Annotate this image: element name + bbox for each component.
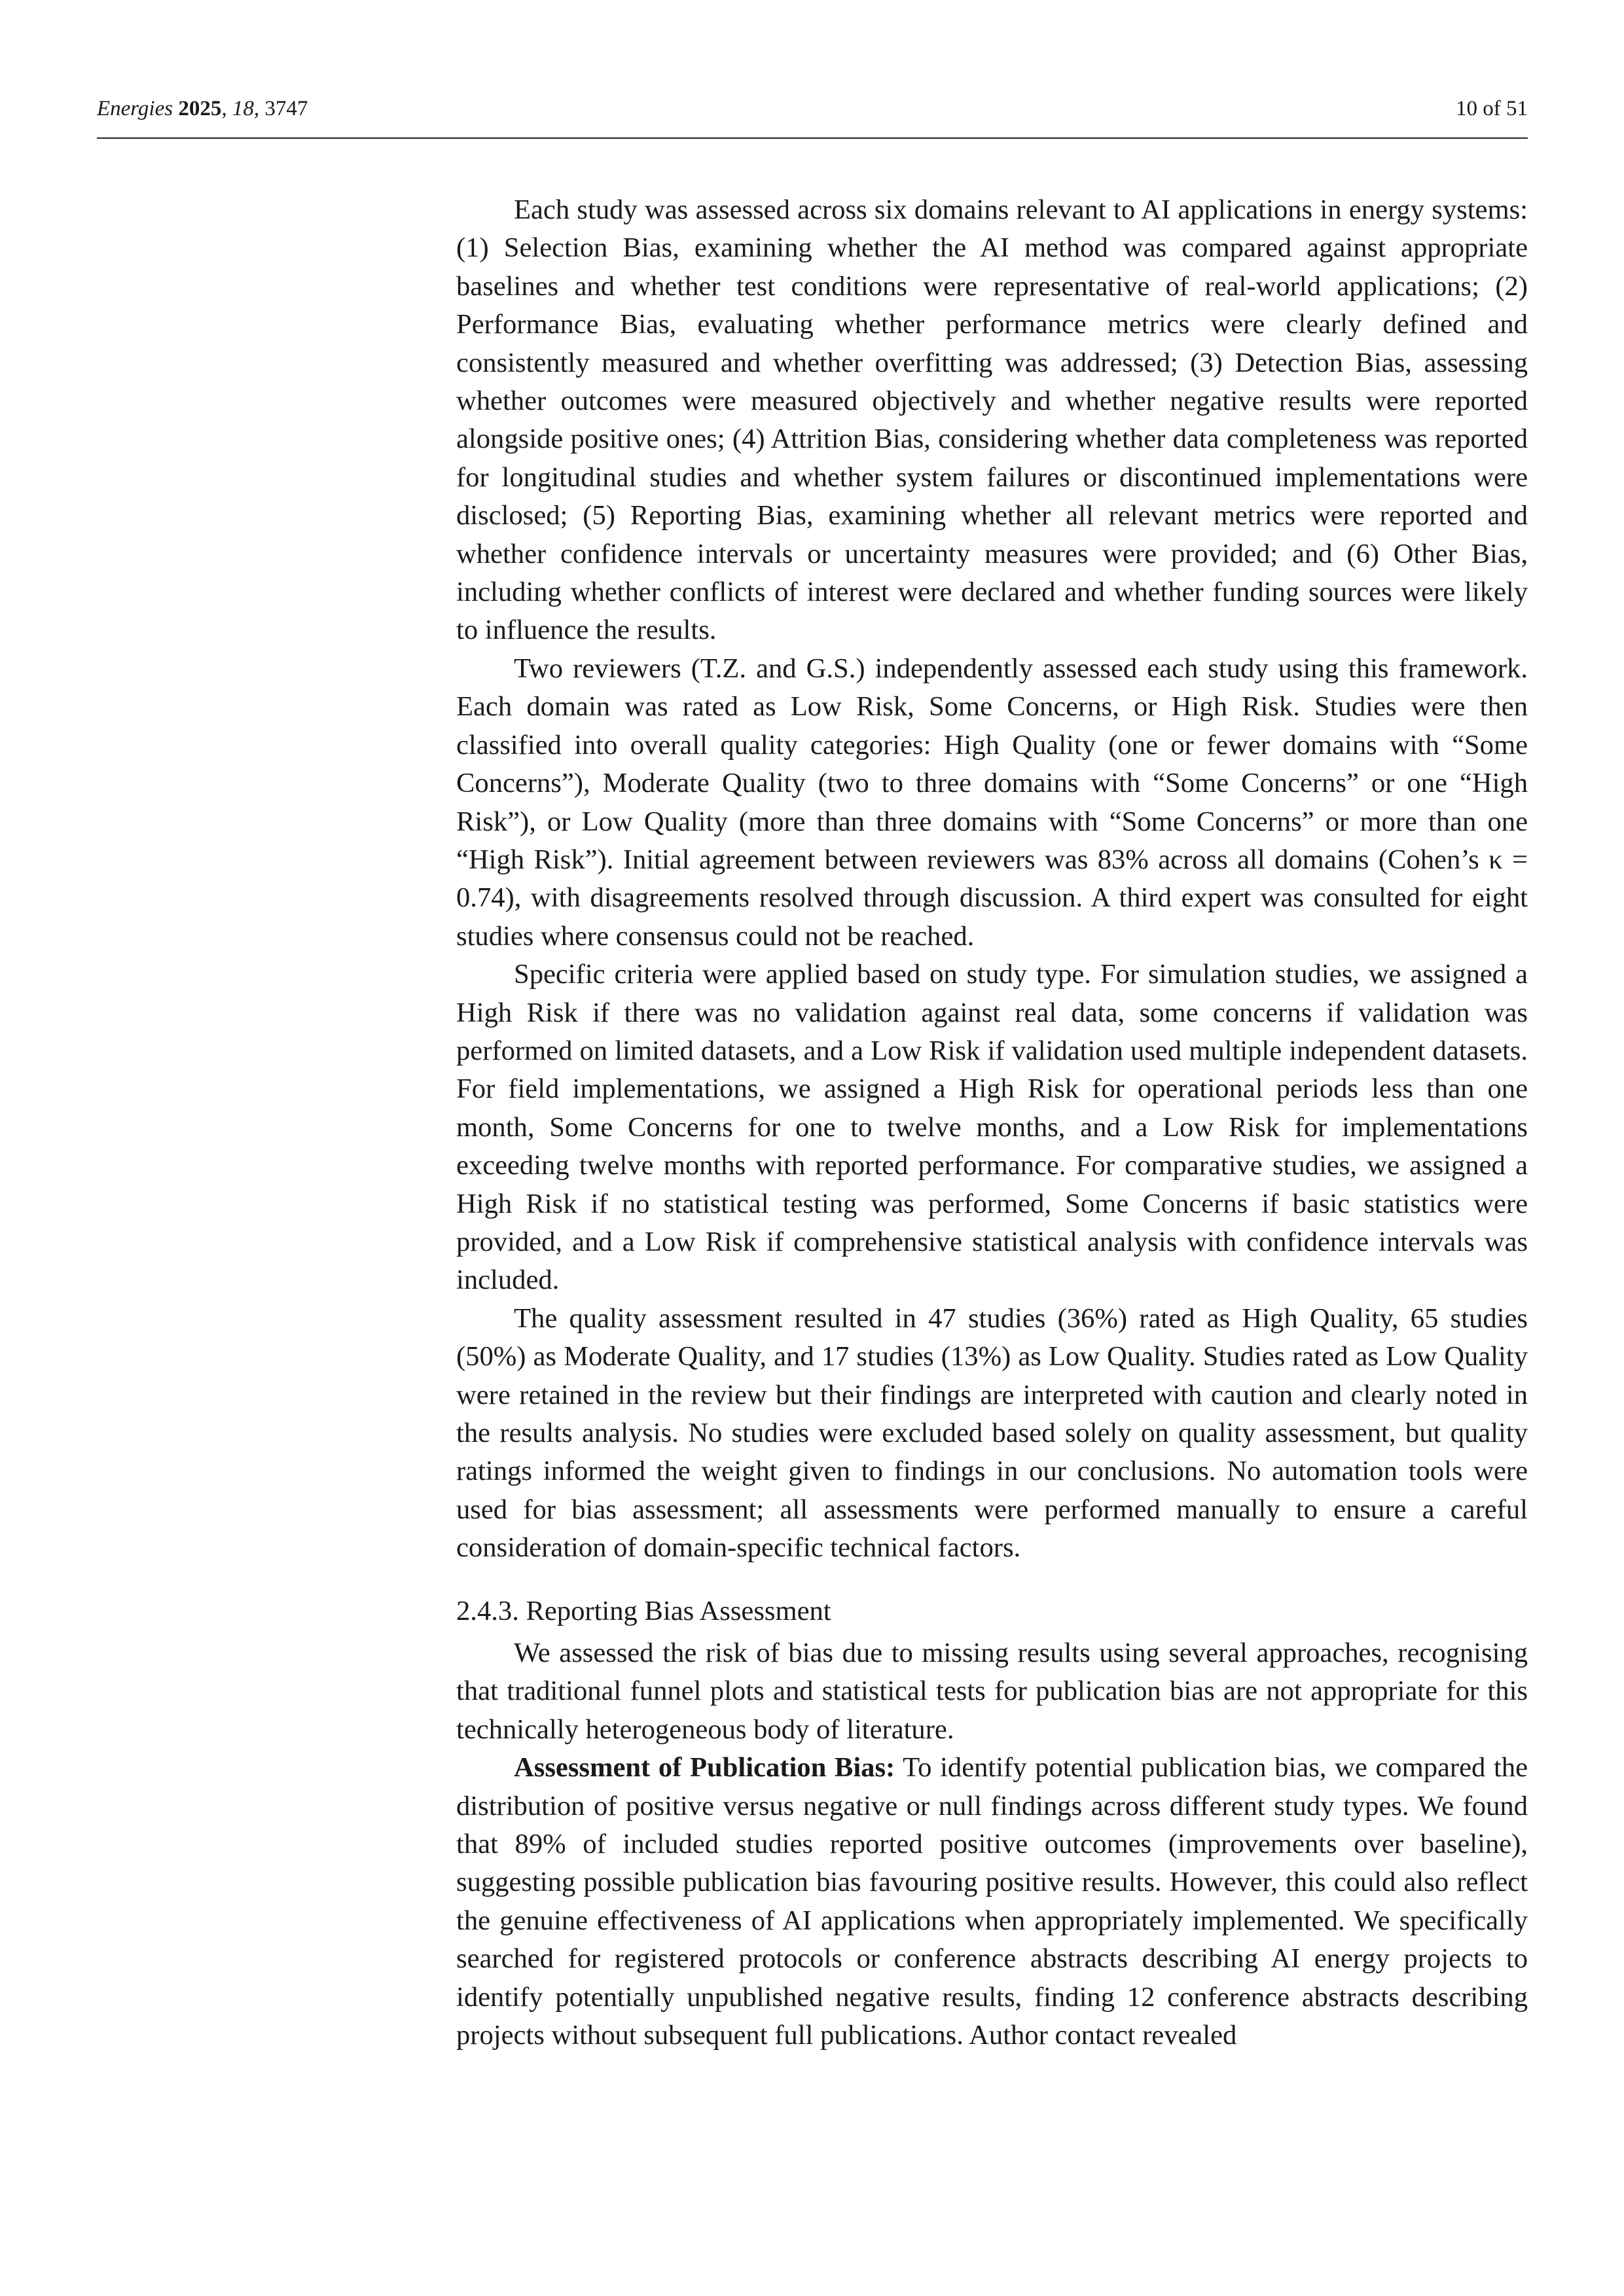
paragraph-publication-bias bbox=[456, 1749, 1528, 2054]
publication-bias-lead: Assessment of Publication Bias: bbox=[514, 1752, 895, 1784]
paragraph-bias-domains: Each study was assessed across six domains relevant to AI applications in energy systems: (1) Selection Bias, examining whether the AI method was compared against appropriate baselines and whether test conditions were representative of real-world applications; (2) Performance Bias, evaluating whether performance metrics were clearly defined and consistently measured and whether overfitting was addressed; (3) Detection Bias, assessing whether outcomes were measured objectively and whether negative results were reported alongside positive ones; (4) Attrition Bias, considering whether data completeness was reported for longitudinal studies and whether system failures or discontinued implementations were disclosed; (5) Reporting Bias, examining whether all relevant metrics were reported and whether confidence intervals or uncertainty measures were provided; and (6) Other Bias, including whether conflicts of interest were declared and whether funding sources were likely to influence the results. bbox=[456, 194, 1528, 646]
page-number: 10 of 51 bbox=[1456, 97, 1528, 120]
article-number: 3747 bbox=[264, 97, 308, 120]
journal-name: Energies bbox=[97, 97, 173, 120]
paragraph-reviewers: Two reviewers (T.Z. and G.S.) independently assessed each study using this framework. Each domain was rated as Low Risk, Some Concerns, or High Risk. Studies were then classified into overall quality categories: High Quality (one or fewer domains with “Some Concerns”), Moderate Quality (two to three domains with “Some Concerns” or one “High Risk”), or Low Quality (more than three domains with “Some Concerns” or more than one “High Risk”). Initial agreement between reviewers was 83% across all domains (Cohen’s κ = 0.74), with disagreements resolved through discussion. A third expert was consulted for eight studies where consensus could not be reached. bbox=[456, 653, 1528, 952]
main-text bbox=[456, 191, 1528, 2055]
journal-citation: Energies 2025, 18, 3747 bbox=[97, 97, 308, 120]
section-heading: 2.4.3. Reporting Bias Assessment bbox=[456, 1595, 831, 1626]
paragraph-criteria: Specific criteria were applied based on study type. For simulation studies, we assigned a High Risk if there was no validation against real data, some concerns if validation was performed on limited datasets, and a Low Risk if validation used multiple independent datasets. For field implementations, we assigned a High Risk for operational periods less than one month, Some Concerns for one to twelve months, and a Low Risk for implementations exceeding twelve months with reported performance. For comparative studies, we assigned a High Risk if no statistical testing was performed, Some Concerns if basic statistics were provided, and a Low Risk if comprehensive statistical analysis with confidence intervals was included. bbox=[456, 959, 1528, 1296]
paragraph-quality-results: The quality assessment resulted in 47 studies (36%) rated as High Quality, 65 studies (50%) as Moderate Quality, and 17 studies (13%) as Low Quality. Studies rated as Low Quality were retained in the review but their findings are interpreted with caution and clearly noted in the results analysis. No studies were excluded based solely on quality assessment, but quality ratings informed the weight given to findings in our conclusions. No automation tools were used for bias assessment; all assessments were performed manually to ensure a careful consideration of domain-specific technical factors. bbox=[456, 1302, 1528, 1564]
publication-bias-text: To identify potential publication bias, we compared the distribution of positive versus negative or null findings across different study types. We found that 89% of included studies reported positive outcomes (improvements over baseline), suggesting possible publication bias favouring positive results. However, this could also reflect the genuine effectiveness of AI applications when appropriately implemented. We specifically searched for registered protocols or conference abstracts describing AI energy projects to identify potentially unpublished negative results, finding 12 conference abstracts describing projects without subsequent full publications. Author contact revealed bbox=[456, 1752, 1528, 2051]
page-header bbox=[97, 92, 1528, 139]
paragraph-missing-results: We assessed the risk of bias due to missing results using several approaches, recognising that traditional funnel plots and statistical tests for publication bias are not appropriate for this technically heterogeneous body of literature. bbox=[456, 1638, 1528, 1745]
journal-year: 2025 bbox=[178, 97, 222, 120]
journal-volume: 18 bbox=[232, 97, 254, 120]
